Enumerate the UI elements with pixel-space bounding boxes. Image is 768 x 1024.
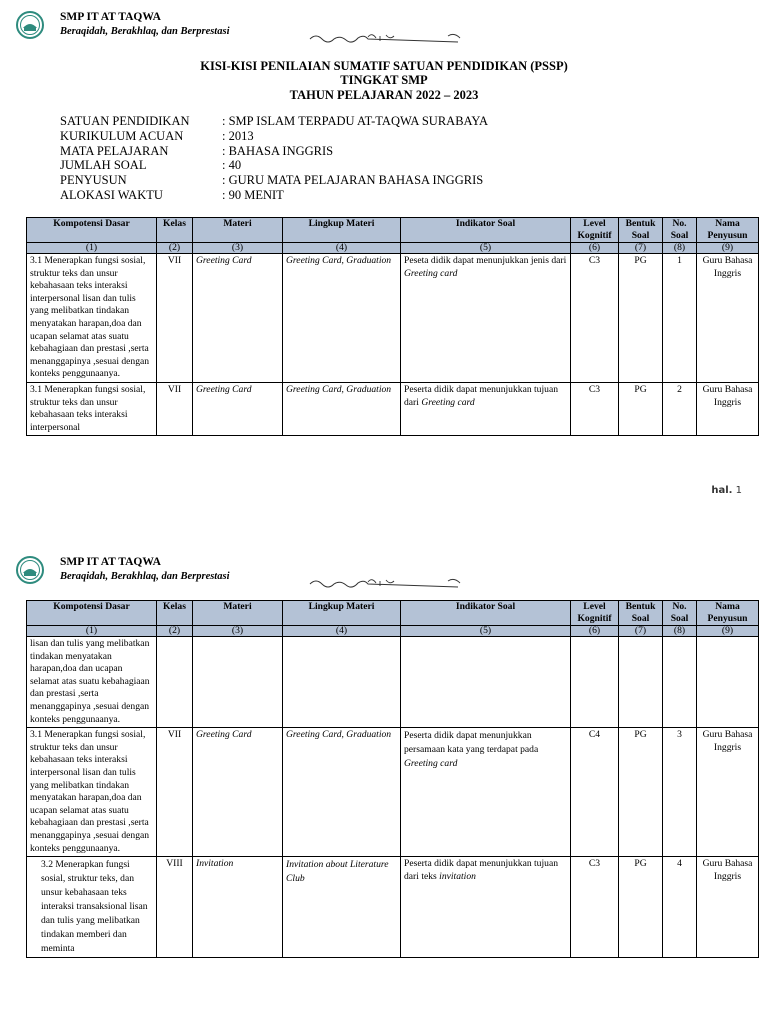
kelas-cell: VIII: [157, 857, 193, 958]
school-name: SMP IT AT TAQWA: [60, 556, 161, 568]
table-row: [27, 637, 759, 728]
col-number: (7): [619, 243, 663, 254]
indikator-cell: [401, 382, 571, 435]
indikator-emphasis: Greeting card: [404, 267, 458, 279]
col-number: (6): [571, 243, 619, 254]
kd-cell: 3.1 Menerapkan fungsi sosial, struktur teks dan unsur kebahasaan teks interaksi interpersonal: [27, 382, 157, 435]
materi-cell: [193, 637, 283, 728]
kd-cell: lisan dan tulis yang melibatkan tindakan menyatakan harapan,doa dan ucapan selamat atas suatu kebahagiaan dan prestasi ,serta menanggapinya ,sesuai dengan konteks penggunaanya.: [27, 637, 157, 728]
kelas-cell: VII: [157, 382, 193, 435]
school-logo-icon: [16, 11, 44, 39]
penyusun-cell: Guru Bahasa Inggris: [697, 382, 759, 435]
doc-title-line2: TINGKAT SMP: [340, 73, 428, 87]
materi-cell: Greeting Card: [193, 382, 283, 435]
col-number: (4): [283, 626, 401, 637]
info-value: : 2013: [222, 128, 254, 143]
col-header: Level Kognitif: [571, 218, 619, 243]
info-value: : 90 MENIT: [222, 187, 284, 202]
table-header-row: [27, 218, 759, 243]
col-number: (7): [619, 626, 663, 637]
table-row: [27, 254, 759, 383]
col-number: (3): [193, 243, 283, 254]
col-number: (8): [663, 243, 697, 254]
column-number-row: [27, 626, 759, 637]
col-header: Level Kognitif: [571, 601, 619, 626]
col-number: (4): [283, 243, 401, 254]
indikator-text: Peseta didik dapat menunjukkan jenis dari: [404, 255, 567, 266]
col-number: (8): [663, 626, 697, 637]
info-label: SATUAN PENDIDIKAN: [60, 114, 190, 128]
col-header: Bentuk Soal: [619, 601, 663, 626]
school-motto: Beraqidah, Berakhlaq, dan Berprestasi: [60, 26, 230, 37]
kisi-kisi-table: [26, 217, 759, 436]
no-soal-cell: 1: [663, 254, 697, 383]
materi-cell: Greeting Card: [193, 728, 283, 857]
page-number-value: 1: [735, 485, 742, 496]
indikator-text: Peserta didik dapat menunjukkan tujuan dari teks: [404, 858, 558, 882]
no-soal-cell: 2: [663, 382, 697, 435]
col-number: (9): [697, 626, 759, 637]
penyusun-cell: Guru Bahasa Inggris: [697, 254, 759, 383]
info-label: PENYUSUN: [60, 173, 127, 188]
penyusun-cell: [697, 637, 759, 728]
info-label: ALOKASI WAKTU: [60, 187, 163, 202]
school-name: SMP IT AT TAQWA: [60, 11, 161, 23]
lingkup-cell: Invitation about Literature Club: [283, 857, 401, 958]
materi-cell: Invitation: [193, 857, 283, 958]
info-row: [60, 158, 488, 173]
col-number: (6): [571, 626, 619, 637]
table-row: [27, 857, 759, 958]
lingkup-cell: Greeting Card, Graduation: [283, 728, 401, 857]
materi-cell: Greeting Card: [193, 254, 283, 383]
col-header: Kompotensi Dasar: [27, 218, 157, 243]
indikator-cell: [401, 728, 571, 857]
col-number: (1): [27, 243, 157, 254]
info-row: [60, 188, 488, 203]
col-header: Kompotensi Dasar: [27, 601, 157, 626]
level-cell: C4: [571, 728, 619, 857]
doc-title-line3: TAHUN PELAJARAN 2022 – 2023: [289, 88, 479, 102]
page-number: [711, 485, 742, 496]
indikator-text: Peserta didik dapat menunjukkan tujuan dari: [404, 383, 558, 408]
bentuk-cell: PG: [619, 254, 663, 383]
penyusun-cell: Guru Bahasa Inggris: [697, 728, 759, 857]
col-number: (5): [401, 626, 571, 637]
info-row: [60, 129, 488, 144]
level-cell: [571, 637, 619, 728]
col-header: Nama Penyusun: [697, 601, 759, 626]
col-header: Kelas: [157, 218, 193, 243]
info-label: KURIKULUM ACUAN: [60, 128, 184, 143]
table-row: [27, 728, 759, 857]
table-header-row: [27, 601, 759, 626]
lingkup-cell: [283, 637, 401, 728]
level-cell: C3: [571, 382, 619, 435]
col-header: Lingkup Materi: [283, 218, 401, 243]
col-header: Materi: [193, 218, 283, 243]
col-header: No. Soal: [663, 601, 697, 626]
kd-cell: 3.2 Menerapkan fungsi sosial, struktur teks, dan unsur kebahasaan teks interaksi transaksional lisan dan tulis yang melibatkan tindakan memberi dan meminta: [27, 857, 157, 958]
indikator-emphasis: invitation: [439, 870, 476, 882]
kd-cell: 3.1 Menerapkan fungsi sosial, struktur teks dan unsur kebahasaan teks interaksi interpersonal lisan dan tulis yang melibatkan tindakan menyatakan harapan,doa dan ucapan selamat atas suatu kebahagiaan dan prestasi ,serta menanggapinya ,sesuai dengan konteks penggunaanya.: [27, 254, 157, 383]
page-2: [0, 545, 768, 1024]
indikator-text: Peserta didik dapat menunjukkan persamaan kata yang terdapat pada: [404, 730, 539, 756]
bismillah-calligraphy: [308, 575, 466, 591]
col-number: (2): [157, 626, 193, 637]
bismillah-calligraphy: [308, 30, 466, 46]
col-number: (2): [157, 243, 193, 254]
col-header: Bentuk Soal: [619, 218, 663, 243]
info-value: : BAHASA INGGRIS: [222, 143, 334, 158]
indikator-cell: [401, 637, 571, 728]
col-header: Indikator Soal: [401, 218, 571, 243]
school-motto: Beraqidah, Berakhlaq, dan Berprestasi: [60, 571, 230, 582]
no-soal-cell: 3: [663, 728, 697, 857]
column-number-row: [27, 243, 759, 254]
col-header: Materi: [193, 601, 283, 626]
col-header: Indikator Soal: [401, 601, 571, 626]
col-number: (3): [193, 626, 283, 637]
info-label: JUMLAH SOAL: [60, 158, 147, 173]
indikator-emphasis: Greeting card: [404, 758, 458, 770]
info-value: : 40: [222, 158, 242, 173]
info-label: MATA PELAJARAN: [60, 143, 169, 158]
table-row: [27, 382, 759, 435]
no-soal-cell: [663, 637, 697, 728]
doc-title-line1: KISI-KISI PENILAIAN SUMATIF SATUAN PENDIDIKAN (PSSP): [200, 59, 568, 73]
indikator-emphasis: Greeting card: [421, 396, 475, 408]
bentuk-cell: [619, 637, 663, 728]
kelas-cell: [157, 637, 193, 728]
info-row: [60, 173, 488, 188]
level-cell: C3: [571, 254, 619, 383]
document-info: [60, 114, 488, 203]
kelas-cell: VII: [157, 254, 193, 383]
penyusun-cell: Guru Bahasa Inggris: [697, 857, 759, 958]
indikator-cell: [401, 254, 571, 383]
bentuk-cell: PG: [619, 382, 663, 435]
col-header: No. Soal: [663, 218, 697, 243]
lingkup-cell: Greeting Card, Graduation: [283, 254, 401, 383]
col-number: (1): [27, 626, 157, 637]
no-soal-cell: 4: [663, 857, 697, 958]
level-cell: C3: [571, 857, 619, 958]
col-header: Nama Penyusun: [697, 218, 759, 243]
page-number-label: hal.: [711, 485, 733, 496]
indikator-cell: [401, 857, 571, 958]
bentuk-cell: PG: [619, 857, 663, 958]
info-value: : GURU MATA PELAJARAN BAHASA INGGRIS: [222, 173, 484, 188]
school-logo-icon: [16, 556, 44, 584]
col-number: (9): [697, 243, 759, 254]
kelas-cell: VII: [157, 728, 193, 857]
info-row: [60, 144, 488, 159]
col-header: Kelas: [157, 601, 193, 626]
kd-cell: 3.1 Menerapkan fungsi sosial, struktur teks dan unsur kebahasaan teks interaksi interpersonal lisan dan tulis yang melibatkan tindakan menyatakan harapan,doa dan ucapan selamat atas suatu kebahagiaan dan prestasi ,serta menanggapinya ,sesuai dengan konteks penggunaanya.: [27, 728, 157, 857]
bentuk-cell: PG: [619, 728, 663, 857]
col-header: Lingkup Materi: [283, 601, 401, 626]
lingkup-cell: Greeting Card, Graduation: [283, 382, 401, 435]
col-number: (5): [401, 243, 571, 254]
info-value: : SMP ISLAM TERPADU AT-TAQWA SURABAYA: [222, 114, 489, 128]
kisi-kisi-table-continued: [26, 600, 759, 958]
info-row: [60, 114, 488, 129]
